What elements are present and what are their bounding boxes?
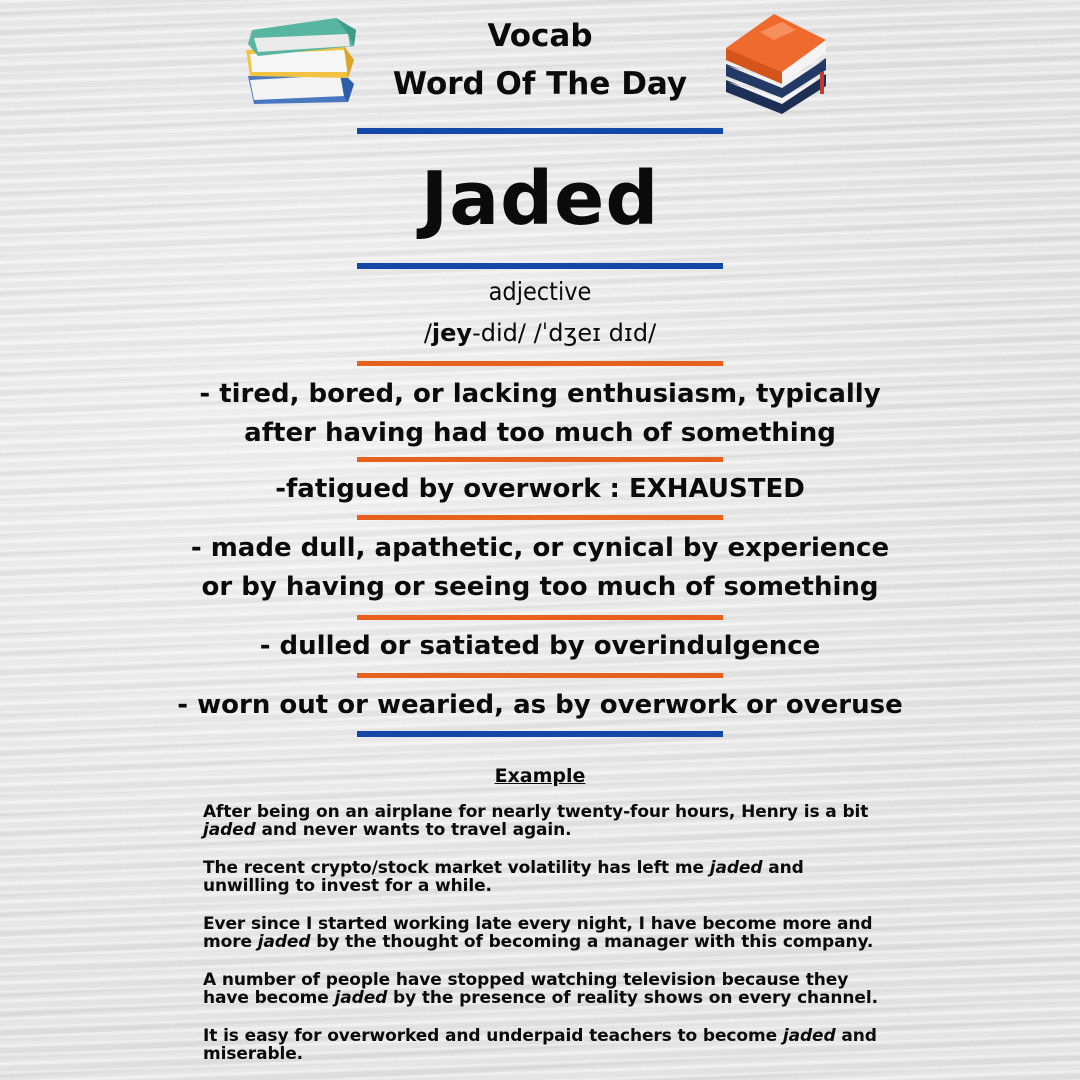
definition-4: - dulled or satiated by overindulgence <box>259 631 821 661</box>
definition-2: -fatigued by overwork : EXHAUSTED <box>275 474 805 504</box>
divider-orange <box>357 361 723 366</box>
header-vocab: Vocab <box>487 18 593 54</box>
divider-blue <box>357 128 723 134</box>
example-4: A number of people have stopped watching television because they have become jaded by the presence of reality shows on every channel. <box>203 970 878 1008</box>
definition-5: - worn out or wearied, as by overwork or overuse <box>177 690 903 720</box>
pronunciation-stressed: jey <box>431 319 473 347</box>
part-of-speech: adjective <box>488 277 592 306</box>
example-3: Ever since I started working late every night, I have become more and more jaded by the thought of becoming a manager with this company. <box>203 914 874 952</box>
example-5: It is easy for overworked and underpaid teachers to become jaded and miserable. <box>203 1026 877 1064</box>
divider-orange <box>357 457 723 462</box>
example-2: The recent crypto/stock market volatility has left me jaded and unwilling to invest for a while. <box>203 858 804 896</box>
header-title: Word Of The Day <box>392 66 688 102</box>
pronunciation: /jey-did/ /ˈdʒeɪ dɪd/ <box>423 319 657 347</box>
divider-orange <box>357 515 723 520</box>
example-heading: Example <box>494 765 586 787</box>
definition-3: - made dull, apathetic, or cynical by experience or by having or seeing too much of something <box>190 533 890 602</box>
example-1: After being on an airplane for nearly twenty-four hours, Henry is a bit jaded and never wants to travel again. <box>203 802 869 840</box>
word-title: Jaded <box>420 156 660 242</box>
definition-1: - tired, bored, or lacking enthusiasm, typically after having had too much of something <box>199 379 881 448</box>
divider-orange <box>357 673 723 678</box>
divider-orange <box>357 615 723 620</box>
divider-blue <box>357 731 723 737</box>
divider-blue <box>357 263 723 269</box>
